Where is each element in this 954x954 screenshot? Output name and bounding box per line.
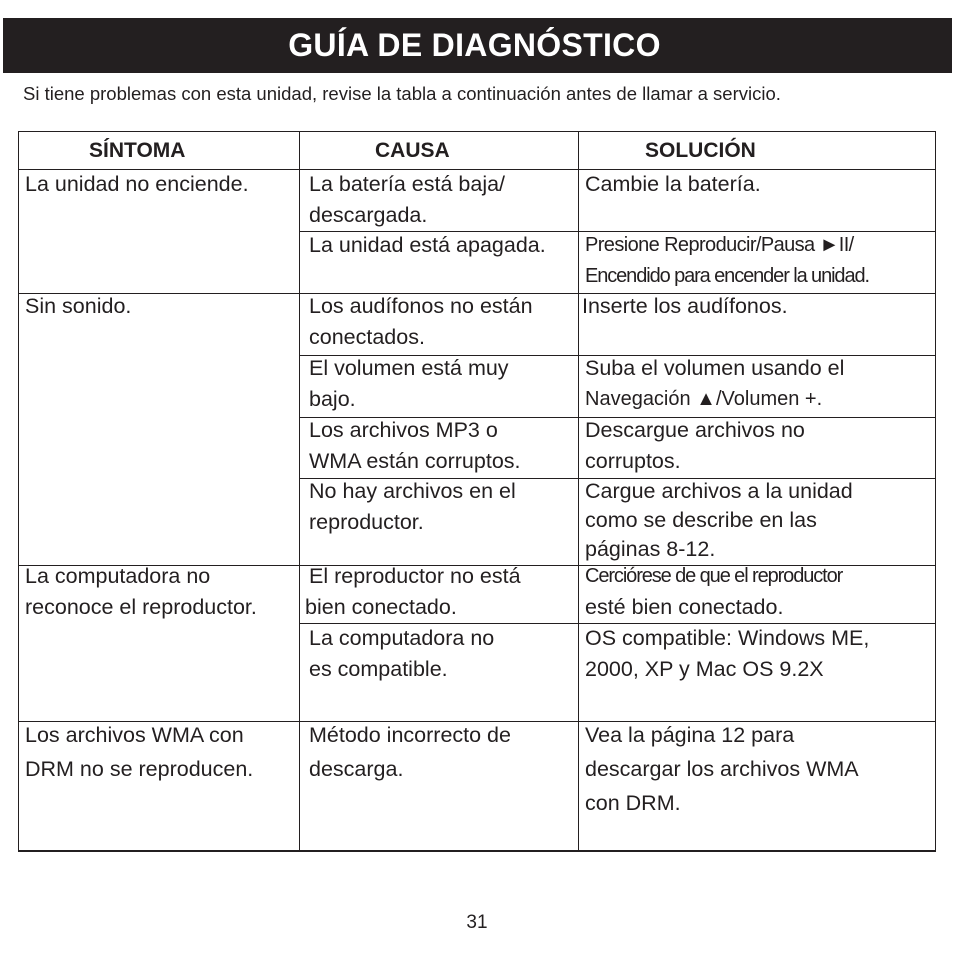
solution-cell: Cargue archivos a la unidad como se describe en las páginas 8-12.	[585, 479, 853, 561]
title-bar	[3, 18, 952, 73]
solution-cell: Suba el volumen usando el Navegación ▲/Volumen +.	[585, 356, 845, 410]
symptom-cell: Los archivos WMA con DRM no se reproducen.	[25, 723, 254, 781]
cause-cell: Los archivos MP3 o WMA están corruptos.	[309, 418, 521, 473]
solution-cell: OS compatible: Windows ME, 2000, XP y Mac OS 9.2X	[585, 626, 870, 681]
solution-cell: Descargue archivos no corruptos.	[585, 418, 805, 473]
cause-cell: Método incorrecto de descarga.	[309, 723, 511, 781]
column-header-solution: SOLUCIÓN	[645, 139, 756, 162]
intro-text: Si tiene problemas con esta unidad, revise la tabla a continuación antes de llamar a servicio.	[23, 83, 781, 104]
column-divider	[299, 131, 300, 852]
solution-cell: Vea la página 12 para descargar los archivos WMA con DRM.	[585, 723, 859, 815]
symptom-cell: La unidad no enciende.	[25, 172, 249, 196]
solution-cell: Cerciórese de que el reproductor esté bien conectado.	[585, 565, 843, 619]
solution-cell: Inserte los audífonos.	[582, 294, 788, 318]
page-number: 31	[466, 912, 488, 933]
page-title: GUÍA DE DIAGNÓSTICO	[288, 27, 661, 63]
cause-cell: El reproductor no está bien conectado.	[305, 564, 521, 619]
column-header-cause: CAUSA	[375, 139, 450, 162]
troubleshooting-table	[18, 131, 936, 852]
cause-cell: La computadora no es compatible.	[309, 626, 495, 681]
cause-cell: La batería está baja/ descargada.	[309, 172, 506, 227]
solution-cell: Presione Reproducir/Pausa ►II/ Encendido para encender la unidad.	[585, 234, 869, 287]
column-header-symptom: SÍNTOMA	[89, 139, 186, 162]
cause-cell: El volumen está muy bajo.	[309, 356, 509, 411]
column-divider	[578, 131, 579, 852]
cause-cell: No hay archivos en el reproductor.	[309, 479, 516, 534]
symptom-cell: La computadora no reconoce el reproductor.	[25, 564, 257, 619]
cause-cell: La unidad está apagada.	[309, 233, 546, 257]
cause-cell: Los audífonos no están conectados.	[309, 294, 533, 349]
solution-cell: Cambie la batería.	[585, 172, 761, 196]
symptom-cell: Sin sonido.	[25, 294, 132, 318]
